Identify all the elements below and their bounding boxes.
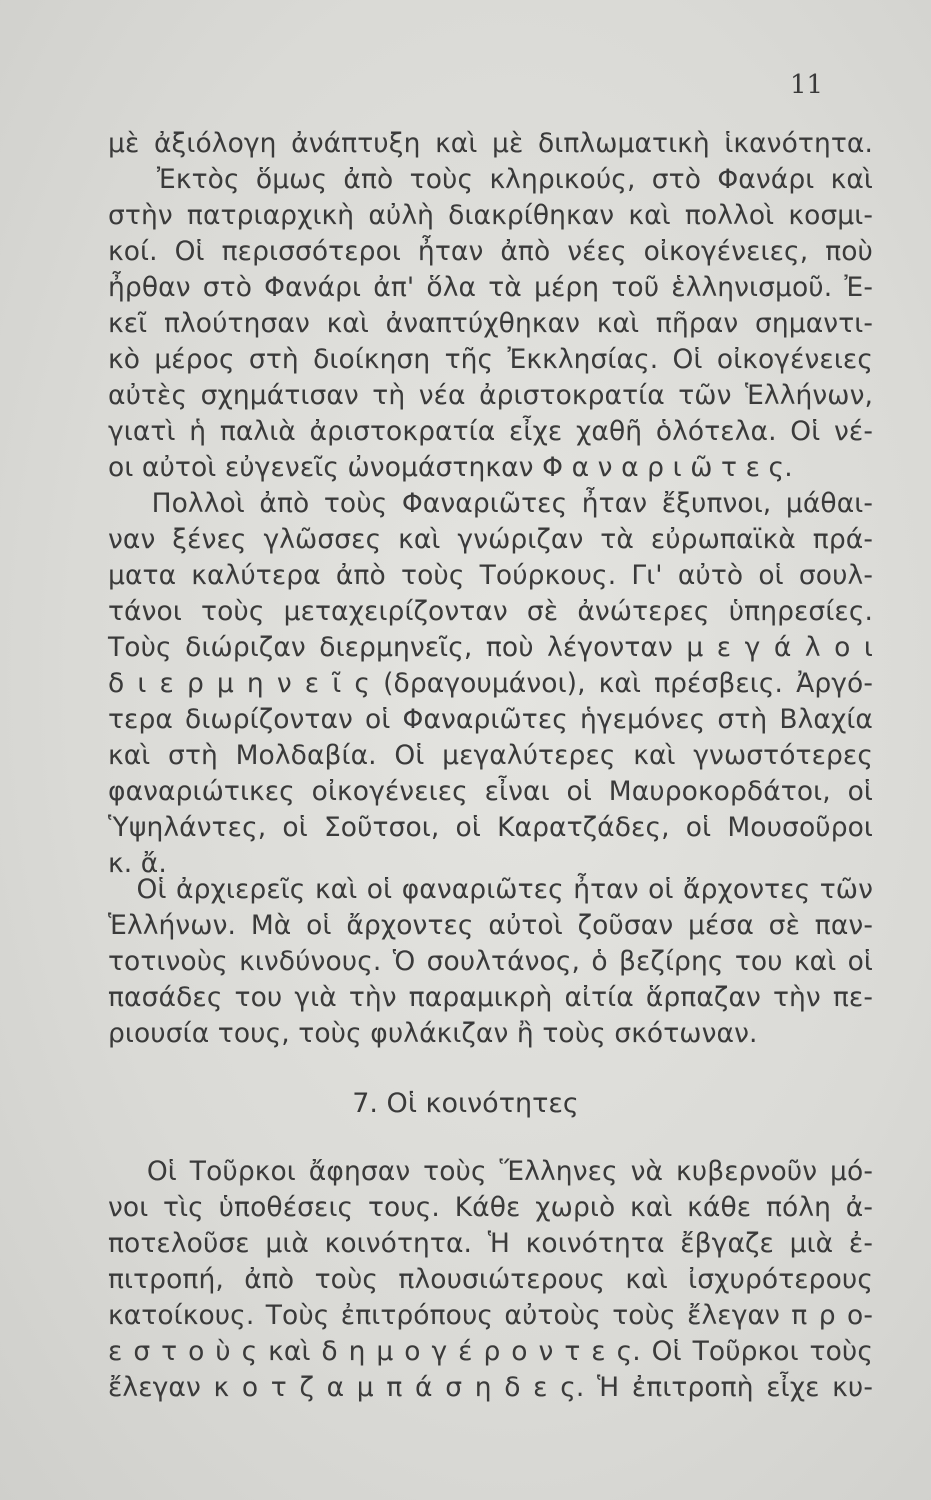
text-line: ποτελοῦσε μιὰ κοινότητα. Ἡ κοινότητα ἔβγαζε μιὰ ἐ- — [108, 1228, 873, 1259]
text-line: Ὑψηλάντες, οἱ Σοῦτσοι, οἱ Καρατζάδες, οἱ Μουσοῦροι — [108, 812, 873, 843]
text-line: Οἱ Τοῦρκοι ἄφησαν τοὺς Ἕλληνες νὰ κυβερνοῦν μό- — [108, 1156, 873, 1187]
text-line: δ ι ε ρ μ η ν ε ῖ ς (δραγουμάνοι), καὶ πρέσβεις. Ἀργό- — [108, 668, 873, 699]
text-line: ματα καλύτερα ἀπὸ τοὺς Τούρκους. Γι' αὐτὸ οἱ σουλ- — [108, 560, 873, 591]
text-line: τοτινοὺς κινδύνους. Ὁ σουλτάνος, ὁ βεζίρης του καὶ οἱ — [108, 946, 873, 977]
page-number: 11 — [790, 70, 824, 100]
text-line: κατοίκους. Τοὺς ἐπιτρόπους αὐτοὺς τοὺς ἔλεγαν π ρ ο- — [108, 1300, 873, 1331]
text-line: ἦρθαν στὸ Φανάρι ἀπ' ὅλα τὰ μέρη τοῦ ἑλληνισμοῦ. Ἐ- — [108, 272, 873, 303]
text-line: κὸ μέρος στὴ διοίκηση τῆς Ἐκκλησίας. Οἱ οἰκογένειες — [108, 344, 873, 375]
text-line: κ. ἄ. — [108, 848, 167, 879]
text-line: ε σ τ ο ὺ ς καὶ δ η μ ο γ έ ρ ο ν τ ε ς. Οἱ Τοῦρκοι τοὺς — [108, 1336, 873, 1367]
text-line: τάνοι τοὺς μεταχειρίζονταν σὲ ἀνώτερες ὑπηρεσίες. — [108, 596, 873, 627]
text-line: στὴν πατριαρχικὴ αὐλὴ διακρίθηκαν καὶ πολλοὶ κοσμι- — [108, 200, 873, 231]
text-line: κεῖ πλούτησαν καὶ ἀναπτύχθηκαν καὶ πῆραν σημαντι- — [108, 308, 873, 339]
text-line: νοι τὶς ὑποθέσεις τους. Κάθε χωριὸ καὶ κάθε πόλη ἀ- — [108, 1192, 873, 1223]
text-line: γιατὶ ἡ παλιὰ ἀριστοκρατία εἶχε χαθῆ ὁλότελα. Οἱ νέ- — [108, 416, 873, 447]
text-line: ριουσία τους, τοὺς φυλάκιζαν ἢ τοὺς σκότωναν. — [108, 1018, 758, 1049]
text-line: καὶ στὴ Μολδαβία. Οἱ μεγαλύτερες καὶ γνωστότερες — [108, 740, 873, 771]
text-line: Τοὺς διώριζαν διερμηνεῖς, ποὺ λέγονταν μ ε γ ά λ ο ι — [108, 632, 873, 663]
text-line: Οἱ ἀρχιερεῖς καὶ οἱ φαναριῶτες ἦταν οἱ ἄρχοντες τῶν — [108, 874, 873, 905]
section-heading: 7. Οἱ κοινότητες — [352, 1088, 579, 1119]
text-line: Ἐκτὸς ὅμως ἀπὸ τοὺς κληρικούς, στὸ Φανάρι καὶ — [108, 164, 873, 195]
text-line: ἔλεγαν κ ο τ ζ α μ π ά σ η δ ε ς. Ἡ ἐπιτροπὴ εἶχε κυ- — [108, 1372, 873, 1403]
text-line: μὲ ἀξιόλογη ἀνάπτυξη καὶ μὲ διπλωματικὴ ἱκανότητα. — [108, 128, 873, 159]
text-line: φαναριώτικες οἰκογένειες εἶναι οἱ Μαυροκορδάτοι, οἱ — [108, 776, 873, 807]
text-line: πιτροπή, ἀπὸ τοὺς πλουσιώτερους καὶ ἰσχυρότερους — [108, 1264, 873, 1295]
text-line: τερα διωρίζονταν οἱ Φαναριῶτες ἡγεμόνες στὴ Βλαχία — [108, 704, 873, 735]
text-line: Ἑλλήνων. Μὰ οἱ ἄρχοντες αὐτοὶ ζοῦσαν μέσα σὲ παν- — [108, 910, 873, 941]
text-line: αὐτὲς σχημάτισαν τὴ νέα ἀριστοκρατία τῶν Ἑλλήνων, — [108, 380, 873, 411]
text-line: πασάδες του γιὰ τὴν παραμικρὴ αἰτία ἅρπαζαν τὴν πε- — [108, 982, 873, 1013]
text-line: κοί. Οἱ περισσότεροι ἦταν ἀπὸ νέες οἰκογένειες, ποὺ — [108, 236, 873, 267]
text-line: οι αὐτοὶ εὐγενεῖς ὠνομάστηκαν Φ α ν α ρ ι ῶ τ ε ς. — [108, 452, 793, 483]
text-line: ναν ξένες γλῶσσες καὶ γνώριζαν τὰ εὐρωπαϊκὰ πρά- — [108, 524, 873, 555]
text-line: Πολλοὶ ἀπὸ τοὺς Φαναριῶτες ἦταν ἔξυπνοι, μάθαι- — [108, 488, 873, 519]
